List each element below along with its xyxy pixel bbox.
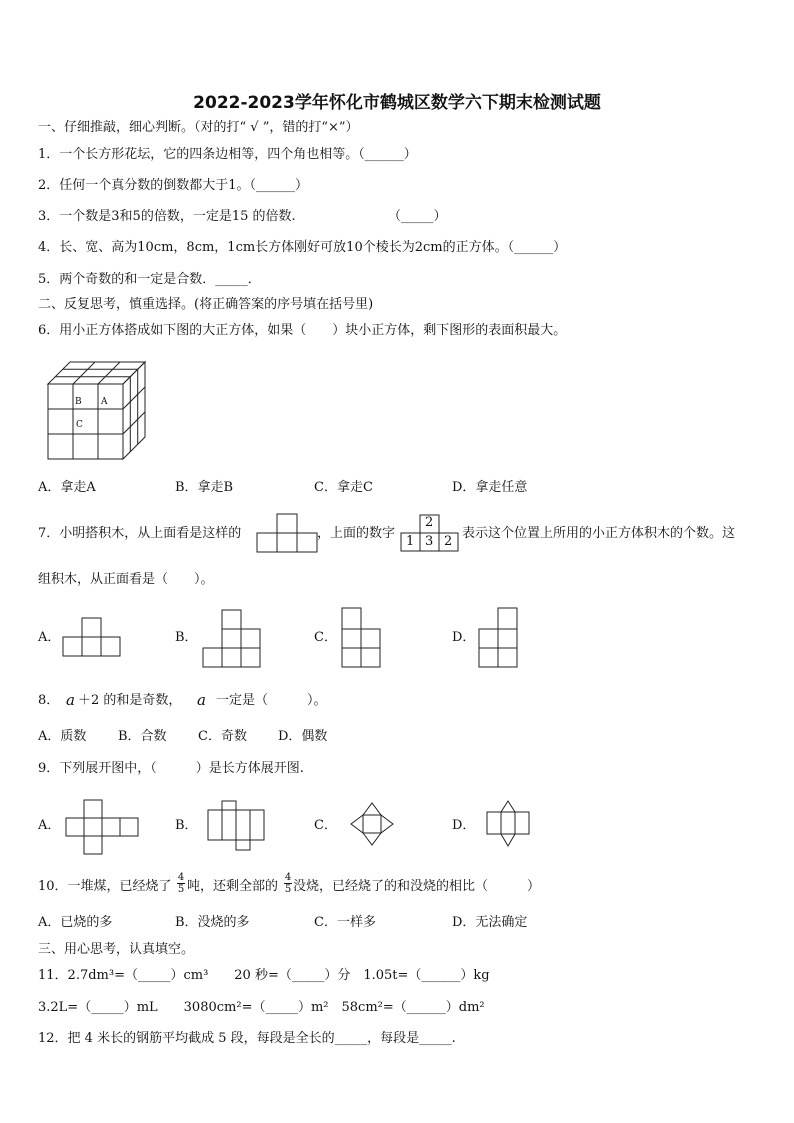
question-7-part2: ，上面的数字 (317, 526, 396, 541)
q8-option-a: A．质数 (38, 729, 87, 744)
question-9: 9．下列展开图中，（ ）是长方体展开图. (38, 761, 304, 776)
question-10-part3: 没烧，已经烧了的和没烧的相比（ ） (293, 879, 541, 894)
q7-option-d-figure (478, 606, 520, 668)
q10-option-a: A．已烧的多 (38, 915, 113, 930)
question-8-number: 8． (38, 693, 60, 708)
q7-number-middle: 3 (425, 534, 434, 549)
q9-option-c-net (350, 801, 394, 847)
q10-fraction-2-numerator: 4 (284, 872, 292, 883)
q7-option-b-figure (202, 608, 262, 668)
q9-option-b-net (207, 800, 267, 852)
q6-option-d: D．拿走任意 (452, 480, 528, 495)
cube-label-a: A (101, 397, 108, 407)
q6-option-a: A．拿走A (38, 480, 96, 495)
q7-number-left: 1 (406, 534, 415, 549)
q10-option-c: C．一样多 (314, 915, 376, 930)
question-7-part3: 表示这个位置上所用的小正方体积木的个数。这 (462, 526, 736, 541)
q10-fraction-1 (177, 872, 185, 895)
q8-variable-2: a (197, 691, 206, 709)
question-11-line2: 3.2L=（_____）mL 3080cm²=（_____）m² 58cm²=（______）dm² (38, 1000, 485, 1015)
q9-option-d-net (486, 799, 532, 849)
q6-cube-figure (46, 360, 148, 462)
question-5: 5．两个奇数的和一定是合数．_____． (38, 272, 261, 287)
question-8-part2: ＋2 的和是奇数， (78, 693, 182, 708)
q6-option-b: B．拿走B (175, 480, 234, 495)
question-10-part2: 吨，还剩全部的 (187, 879, 279, 894)
q8-option-c: C．奇数 (198, 729, 247, 744)
q9-option-c: C． (314, 818, 337, 833)
q7-option-c: C． (314, 630, 337, 645)
section-3-heading: 三、用心思考，认真填空。 (38, 942, 195, 957)
cube-label-c: C (76, 420, 83, 430)
q9-option-b: B． (175, 818, 198, 833)
q9-option-a-net (65, 799, 139, 855)
q8-variable-1: a (66, 691, 75, 709)
q8-option-b: B．合数 (118, 729, 167, 744)
q7-option-a-figure (62, 617, 122, 657)
q10-option-b: B．没烧的多 (175, 915, 250, 930)
question-3: 3．一个数是3和5的倍数，一定是15 的倍数. (38, 209, 296, 224)
cube-label-b: B (75, 397, 82, 407)
question-3-blank: （_____） (388, 209, 447, 224)
q10-fraction-1-denominator: 5 (177, 884, 185, 895)
q10-fraction-1-numerator: 4 (177, 872, 185, 883)
question-11-line1: 11．2.7dm³=（_____）cm³ 20 秒=（_____）分 1.05t=（______）kg (38, 968, 490, 983)
q7-top-view-figure (256, 513, 318, 553)
q7-option-b: B． (175, 630, 198, 645)
question-7-line2: 组积木，从正面看是（ ）。 (38, 572, 214, 587)
q10-fraction-2-denominator: 5 (284, 884, 292, 895)
q9-option-d: D． (452, 818, 476, 833)
question-6: 6．用小正方体搭成如下图的大正方体，如果（ ）块小正方体，剩下图形的表面积最大。 (38, 323, 567, 338)
q7-option-a: A． (38, 630, 61, 645)
q7-option-d: D． (452, 630, 476, 645)
section-1-heading: 一、仔细推敲，细心判断。（对的打“ √ ”，错的打“×”） (38, 120, 359, 135)
question-7-part1: 7．小明搭积木，从上面看是这样的 (38, 526, 242, 541)
question-10-part1: 10．一堆煤，已经烧了 (38, 879, 172, 894)
q9-option-a: A． (38, 818, 61, 833)
q7-number-top: 2 (425, 515, 434, 530)
q10-fraction-2 (284, 872, 292, 895)
question-2: 2．任何一个真分数的倒数都大于1。（______） (38, 178, 309, 193)
page-title: 2022-2023学年怀化市鹤城区数学六下期末检测试题 (193, 93, 601, 113)
question-1: 1．一个长方形花坛，它的四条边相等，四个角也相等。（______） (38, 147, 417, 162)
q7-option-c-figure (341, 606, 383, 668)
q8-option-d: D．偶数 (278, 729, 328, 744)
q10-option-d: D．无法确定 (452, 915, 528, 930)
section-2-heading: 二、反复思考，慎重选择。(将正确答案的序号填在括号里) (38, 297, 374, 312)
question-12: 12．把 4 米长的钢筋平均截成 5 段，每段是全长的_____，每段是_____. (38, 1031, 456, 1046)
question-4: 4．长、宽、高为10cm，8cm，1cm长方体刚好可放10个棱长为2cm的正方体。（______） (38, 240, 567, 255)
question-8-part3: 一定是（ ）。 (216, 693, 327, 708)
q6-option-c: C．拿走C (314, 480, 373, 495)
q7-number-right: 2 (444, 534, 453, 549)
